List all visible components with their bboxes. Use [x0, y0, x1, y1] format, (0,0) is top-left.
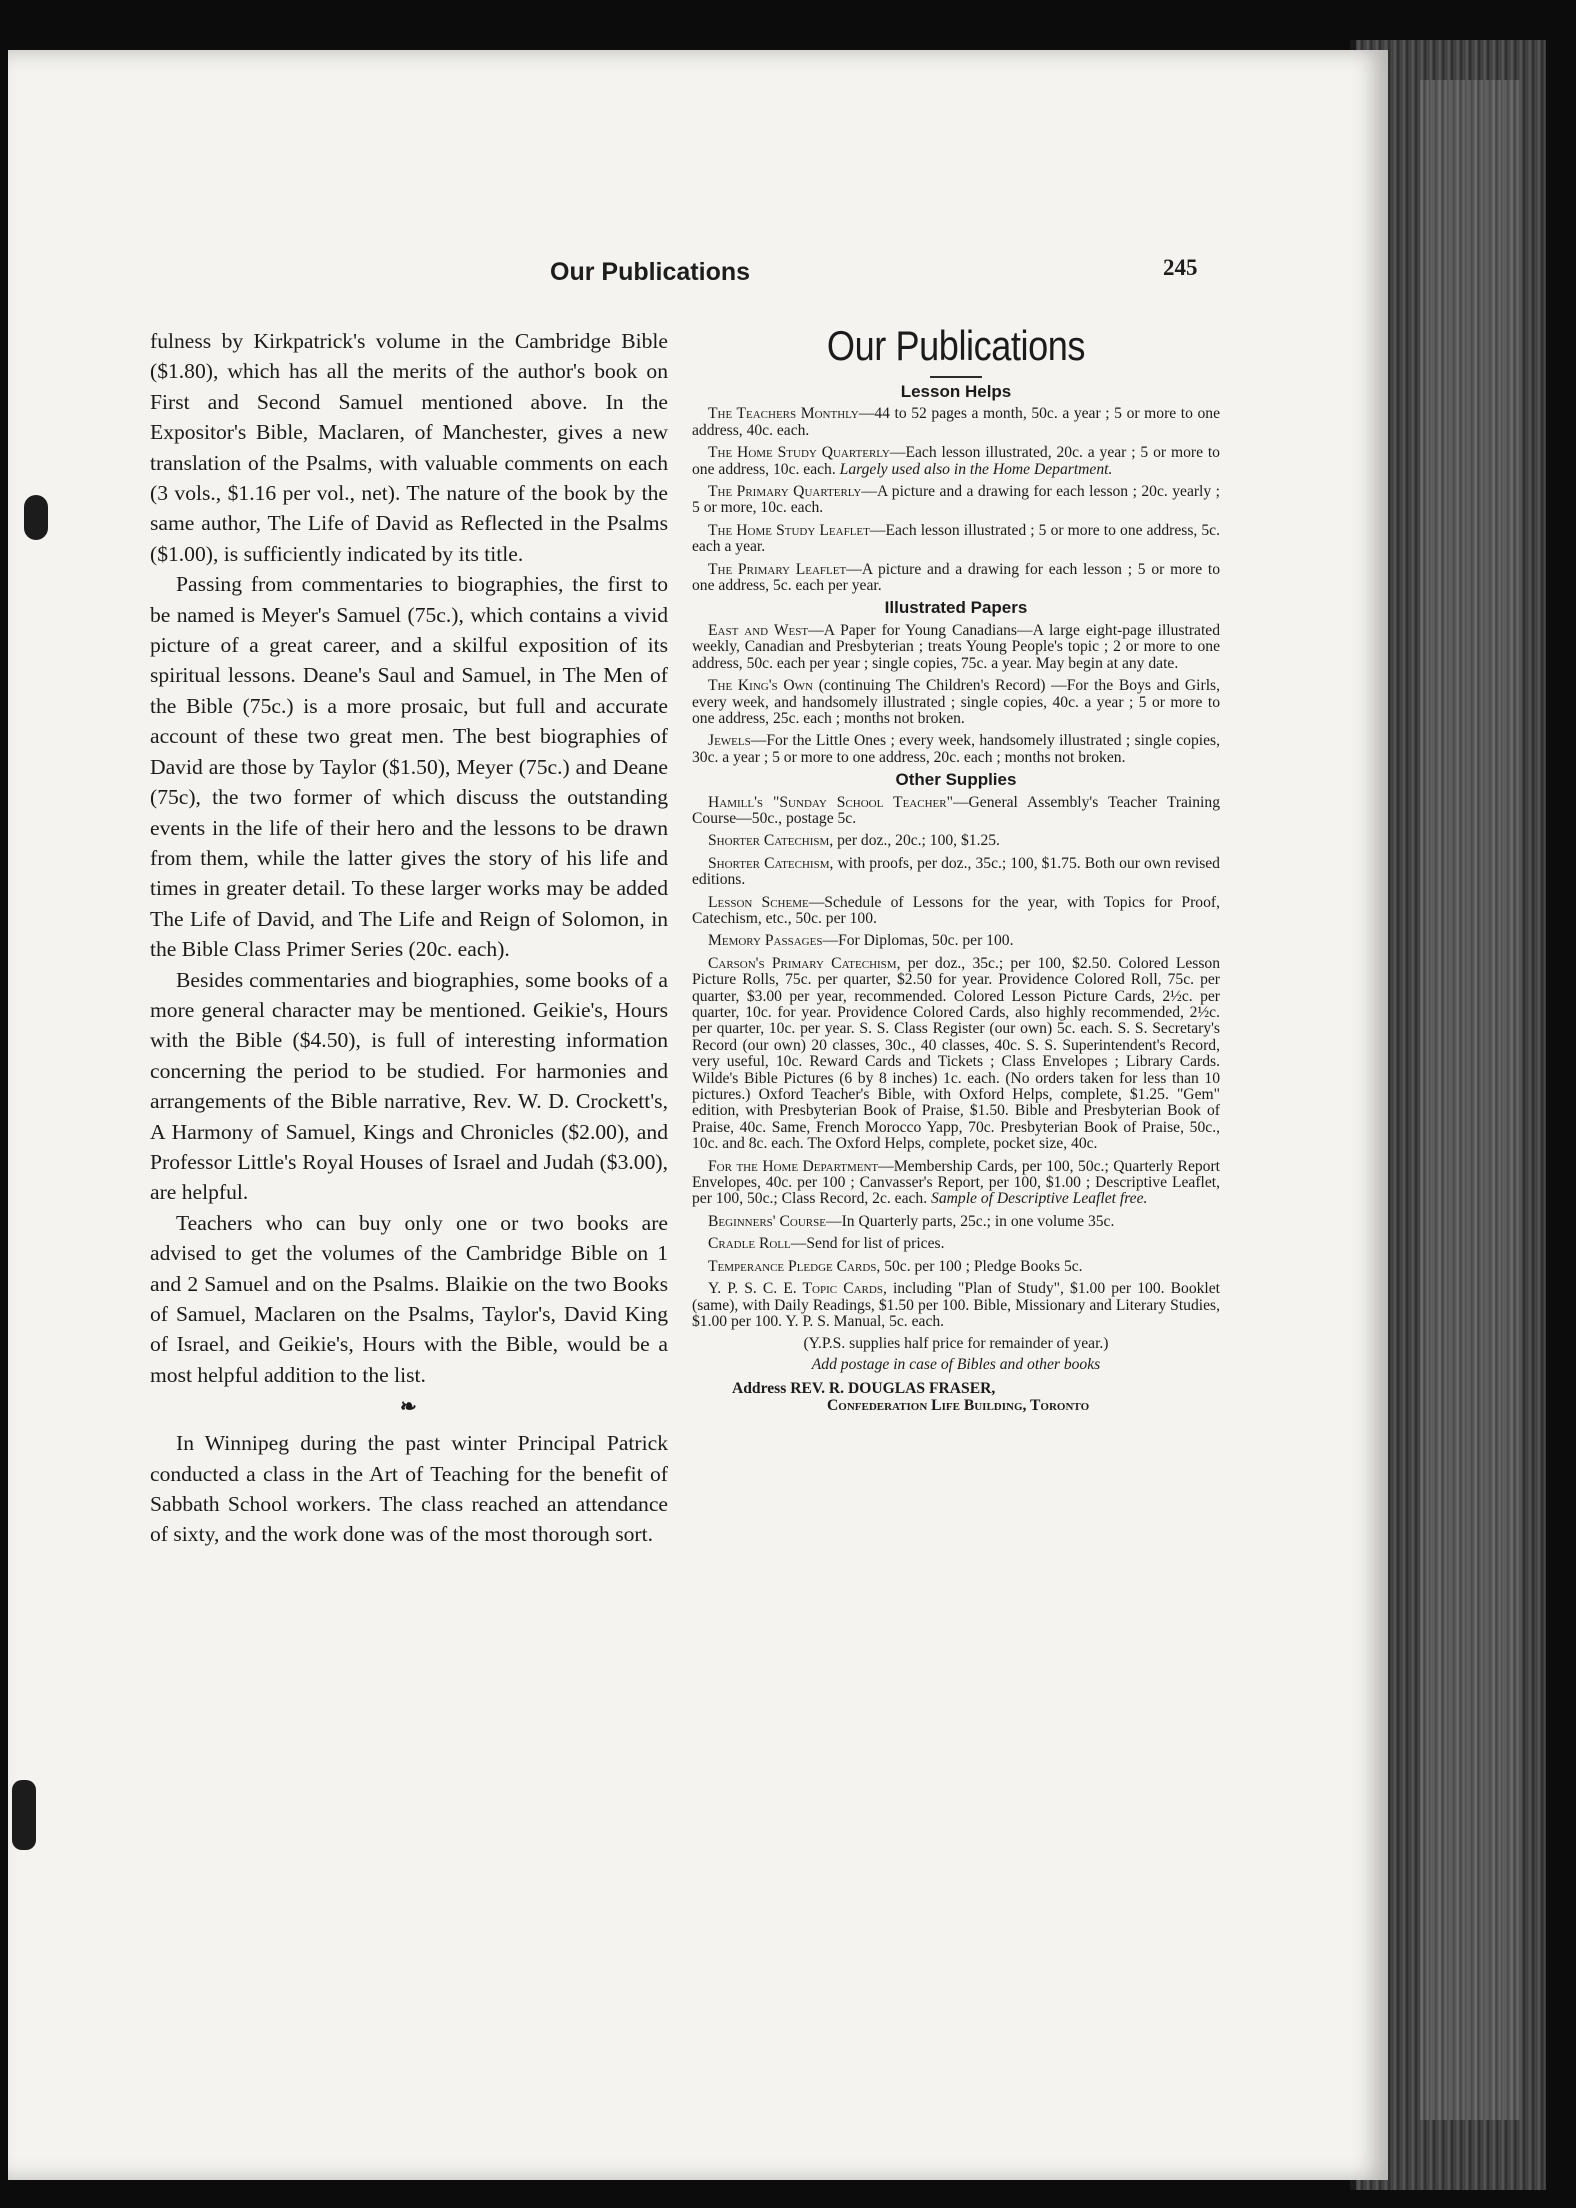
publication-details: —Schedule of Lessons for the year, with Topics for Proof, Catechism, etc., 50c. per 100.	[692, 893, 1220, 927]
publications-sidebar	[692, 318, 1220, 1414]
postage-note: Add postage in case of Bibles and other books	[811, 1355, 1101, 1373]
publication-details: , per doz., 35c.; per 100, $2.50. Colored Lesson Picture Rolls, 75c. per quarter, $2.50 for year. Providence Colored Roll, 75c. per quarter, $3.00 per year, recommended. Colored Lesson Picture Cards, 2½c. per quarter, 10c. for year. Providence Colored Cards, also highly recommended, 2½c. per quarter, 10c. per year. S. S. Class Register (our own) 5c. each. S. S. Secretary's Record (our own) 20 classes, 30c., 40 classes, 40c. S. S. Superintendent's Record, very useful, 10c. Reward Cards and Tickets ; Class Envelopes ; Library Cards. Wilde's Bible Pictures (6 by 8 inches) 1c. each. (No orders taken for less than 10 pictures.) Oxford Teacher's Bible, with Oxford Helps, complete, $1.25. "Gem" edition, with Presbyterian Book of Praise, $1.50. Bible and Presbyterian Book of Praise, 40c. Same, French Morocco Yapp, 70c. Presbyterian Book of Praise, 50c., 10c. and 8c. each. The Oxford Helps, complete, pocket size, 40c.	[692, 954, 1221, 1153]
body-paragraph: Teachers who can buy only one or two books are advised to get the volumes of the Cambridge Bible on 1 and 2 Samuel and on the Psalms. Blaikie on the two Books of Samuel, Maclaren on the Psalms, Taylor's, David King of Israel, and Geikie's, Hours with the Bible, would be a most helpful addition to the list.	[150, 1210, 668, 1387]
publication-name: Y. P. S. C. E. Topic Cards	[708, 1280, 883, 1298]
publication-details: —Send for list of prices.	[790, 1235, 945, 1253]
publication-entry	[692, 895, 1220, 928]
publication-entry	[692, 1214, 1220, 1230]
book-page-edges-highlight	[1420, 80, 1520, 2120]
publication-entry	[692, 406, 1220, 439]
publication-details: , 50c. per 100 ; Pledge Books 5c.	[876, 1257, 1083, 1275]
publication-details: —A picture and a drawing for each lesson ; 20c. yearly ; 5 or more, 10c. each.	[692, 483, 1220, 517]
publication-details: —A Paper for Young Canadians—A large eight-page illustrated weekly, Canadian and Presbyterian ; treats Young People's topic ; 2 or more to one address, 50c. each per year ; single copies, 75c. a year. May begin at any date.	[692, 621, 1220, 672]
publication-entry	[692, 484, 1220, 517]
publication-details: —General Assembly's Teacher Training Course—50c., postage 5c.	[692, 793, 1220, 827]
body-paragraph: Besides commentaries and biographies, some books of a more general character may be mentioned. Geikie's, Hours with the Bible ($4.50), is full of interesting information concerning the period to be studied. For harmonies and arrangements of the Bible narrative, Rev. W. D. Crockett's, A Harmony of Samuel, Kings and Chronicles ($2.00), and Professor Little's Royal Houses of Israel and Judah ($3.00), are helpful.	[150, 967, 668, 1205]
publication-name: Shorter Catechism	[708, 854, 830, 872]
publication-name: Beginners' Course	[708, 1212, 826, 1230]
body-paragraph: Passing from commentaries to biographies, the first to be named is Meyer's Samuel (75c.), which contains a vivid picture of a great career, and a skilful exposition of its spiritual lessons. Deane's Saul and Samuel, in The Men of the Bible (75c.) is a more prosaic, but full and accurate account of these two great men. The best biographies of David are those by Taylor ($1.50), Meyer (75c.) and Deane (75c), the two former of which discuss the outstanding events in the life of their hero and the lessons to be drawn from them, while the latter gives the story of his life and times in greater detail. To these larger works may be added The Life of David, and The Life and Reign of Solomon, in the Bible Class Primer Series (20c. each).	[150, 572, 668, 962]
publication-details: —For the Little Ones ; every week, handsomely illustrated ; single copies, 30c. a year ; 5 or more to one address, 20c. each ; months not broken.	[692, 732, 1220, 766]
sidebar-title: Our Publications	[826, 322, 1086, 369]
publication-details: —A picture and a drawing for each lesson ; 5 or more to one address, 5c. each per year.	[692, 560, 1220, 595]
address-line: Address REV. R. DOUGLAS FRASER,	[732, 1380, 996, 1398]
publication-name: Lesson Scheme	[708, 893, 809, 911]
publication-name: The Primary Leaflet	[708, 560, 847, 578]
closing-paragraph: In Winnipeg during the past winter Principal Patrick conducted a class in the Art of Teaching for the benefit of Sabbath School workers. The class reached an attendance of sixty, and the work done was of the most thorough sort.	[150, 1431, 668, 1547]
address-block	[692, 1381, 1220, 1414]
publication-name: Temperance Pledge Cards	[708, 1257, 877, 1275]
running-head: Our Publications	[550, 258, 751, 286]
publication-note: Largely used also in the Home Department.	[839, 460, 1113, 478]
title-rule	[930, 376, 982, 378]
ypscs-note: (Y.P.S. supplies half price for remainder of year.)	[803, 1335, 1109, 1353]
publication-entry	[692, 1159, 1220, 1208]
publication-details: , per doz., 20c.; 100, $1.25.	[829, 832, 1000, 850]
publication-name: Hamill's "Sunday School Teacher"	[708, 793, 953, 811]
publication-entry	[692, 856, 1220, 889]
publication-details: —For Diplomas, 50c. per 100.	[822, 932, 1014, 950]
publication-details: , with proofs, per doz., 35c.; 100, $1.75. Both our own revised editions.	[692, 854, 1220, 889]
publication-details: —In Quarterly parts, 25c.; in one volume 35c.	[825, 1212, 1115, 1230]
publication-name: Cradle Roll	[708, 1235, 791, 1253]
section-break	[150, 1390, 668, 1420]
publication-note: Sample of Descriptive Leaflet free.	[931, 1190, 1148, 1208]
publication-name: Shorter Catechism	[708, 832, 830, 850]
body-paragraph: fulness by Kirkpatrick's volume in the Cambridge Bible ($1.80), which has all the merits of the author's book on First and Second Samuel mentioned above. In the Expositor's Bible, Maclaren, of Manchester, gives a new translation of the Psalms, with valuable comments on each (3 vols., $1.16 per vol., net). The nature of the book by the same author, The Life of David as Reflected in the Psalms ($1.00), is sufficiently indicated by its title.	[150, 329, 668, 566]
address-line: Confederation Life Building, Toronto	[827, 1396, 1090, 1414]
publication-details: —44 to 52 pages a month, 50c. a year ; 5 or more to one address, 40c. each.	[692, 405, 1221, 439]
publication-entry	[692, 678, 1220, 727]
publication-entry	[692, 733, 1220, 766]
left-column	[150, 326, 668, 1550]
publication-name: The Primary Quarterly	[708, 483, 862, 501]
publication-details: —Each lesson illustrated ; 5 or more to one address, 5c. each a year.	[692, 521, 1221, 556]
publication-entry	[692, 956, 1220, 1153]
publication-entry	[692, 562, 1220, 595]
publication-details: —Each lesson illustrated, 20c. a year ; 5 or more to one address, 10c. each.	[692, 444, 1220, 478]
publication-entry	[692, 1281, 1220, 1330]
publication-entry	[692, 445, 1220, 478]
publication-name: The King's Own	[708, 677, 813, 695]
category-heading: Lesson Helps	[900, 382, 1012, 401]
publication-entry	[692, 833, 1220, 849]
publication-entry	[692, 1259, 1220, 1275]
publication-details: —Membership Cards, per 100, 50c.; Quarterly Report Envelopes, 40c. per 100 ; Canvasser's Report, per 100, $1.00 ; Descriptive Leaflet, per 100, 50c.; Class Record, 2c. each.	[692, 1157, 1220, 1208]
category-heading: Other Supplies	[895, 770, 1017, 790]
page-number: 245	[1163, 255, 1198, 280]
section-ornament: ❧	[400, 1396, 417, 1419]
publication-name: The Home Study Leaflet	[708, 521, 870, 539]
binding-clip	[12, 1780, 36, 1850]
publication-entry	[692, 795, 1220, 828]
sidebar-sections	[692, 384, 1220, 1330]
publication-name: For the Home Department	[708, 1157, 879, 1175]
publication-details: (continuing The Children's Record) —For the Boys and Girls, every week, and handsomely illustrated ; single copies, 40c. a year ; 5 or more to one address, 25c. each ; months not broken.	[692, 677, 1220, 727]
publication-name: Carson's Primary Catechism	[708, 954, 897, 972]
publication-name: Memory Passages	[708, 932, 823, 950]
publication-entry	[692, 933, 1220, 949]
category-heading: Illustrated Papers	[884, 598, 1028, 618]
publication-name: The Teachers Monthly	[708, 405, 859, 423]
publication-name: The Home Study Quarterly	[708, 444, 890, 462]
publication-entry	[692, 1236, 1220, 1252]
publication-name: East and West	[708, 621, 809, 639]
publication-name: Jewels	[708, 732, 751, 750]
publication-entry	[692, 623, 1220, 672]
binding-hole	[24, 495, 48, 540]
publication-details: , including "Plan of Study", $1.00 per 100. Booklet (same), with Daily Readings, $1.50 per 100. Bible, Missionary and Literary Studies, $1.00 per 100. Y. P. S. Manual, 5c. each.	[692, 1280, 1221, 1330]
publication-entry	[692, 523, 1220, 556]
